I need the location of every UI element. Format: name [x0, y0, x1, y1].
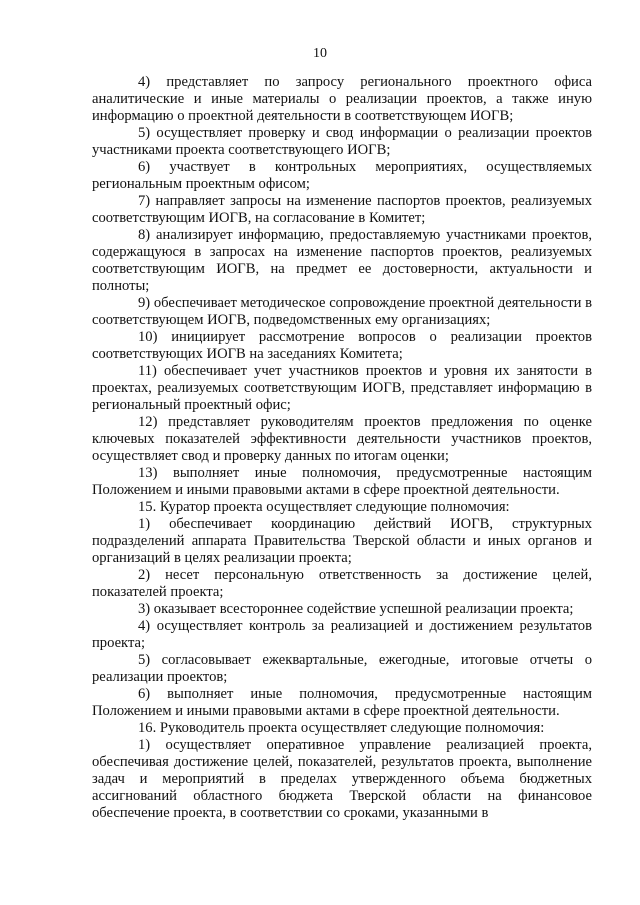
paragraph: 13) выполняет иные полномочия, предусмотренные настоящим Положением и иными правовыми актами в сфере проектной деятельности.: [92, 465, 592, 498]
section-heading: 15. Куратор проекта осуществляет следующие полномочия:: [138, 499, 510, 515]
paragraph: 1) обеспечивает координацию действий ИОГВ, структурных подразделений аппарата Правительства Тверской области и иных органов и организаций в целях реализации проекта;: [92, 516, 592, 566]
paragraph: 3) оказывает всестороннее содействие успешной реализации проекта;: [138, 601, 574, 617]
paragraph: 11) обеспечивает учет участников проектов и уровня их занятости в проектах, реализуемых соответствующим ИОГВ, представляет информацию в региональный проектный офис;: [92, 363, 592, 413]
paragraph: 7) направляет запросы на изменение паспортов проектов, реализуемых соответствующим ИОГВ, на согласование в Комитет;: [92, 193, 592, 226]
paragraph: 4) представляет по запросу регионального проектного офиса аналитические и иные материалы о реализации проектов, а также иную информацию о проектной деятельности в соответствующем ИОГВ;: [92, 74, 592, 124]
paragraph: 4) осуществляет контроль за реализацией и достижением результатов проекта;: [92, 618, 592, 651]
paragraph: 12) представляет руководителям проектов предложения по оценке ключевых показателей эффективности деятельности участников проектов, осуществляет свод и проверку данных по итогам оценки;: [92, 414, 592, 464]
paragraph: 8) анализирует информацию, предоставляемую участниками проектов, содержащуюся в запросах на изменение паспортов проектов, реализуемых соответствующим ИОГВ, на предмет ее достоверности, актуальности и полноты;: [92, 227, 592, 294]
paragraph: 9) обеспечивает методическое сопровождение проектной деятельности в соответствующем ИОГВ, подведомственных ему организациях;: [92, 295, 592, 328]
paragraph: 5) осуществляет проверку и свод информации о реализации проектов участниками проекта соответствующего ИОГВ;: [92, 125, 592, 158]
paragraph: 1) осуществляет оперативное управление реализацией проекта, обеспечивая достижение целей, показателей, результатов проекта, выполнение задач и мероприятий в пределах утвержденного объема бюджетных ассигнований областного бюджета Тверской области на финансовое обеспечение проекта, в соответствии со сроками, указанными в: [92, 737, 592, 821]
document-body: [92, 74, 592, 822]
paragraph: 10) инициирует рассмотрение вопросов о реализации проектов соответствующих ИОГВ на заседаниях Комитета;: [92, 329, 592, 362]
page-number: 10: [313, 46, 327, 61]
section-heading: 16. Руководитель проекта осуществляет следующие полномочия:: [138, 720, 545, 736]
paragraph: 6) участвует в контрольных мероприятиях, осуществляемых региональным проектным офисом;: [92, 159, 592, 192]
paragraph: 6) выполняет иные полномочия, предусмотренные настоящим Положением и иными правовыми актами в сфере проектной деятельности.: [92, 686, 592, 719]
paragraph: 2) несет персональную ответственность за достижение целей, показателей проекта;: [92, 567, 592, 600]
paragraph: 5) согласовывает ежеквартальные, ежегодные, итоговые отчеты о реализации проектов;: [92, 652, 592, 685]
